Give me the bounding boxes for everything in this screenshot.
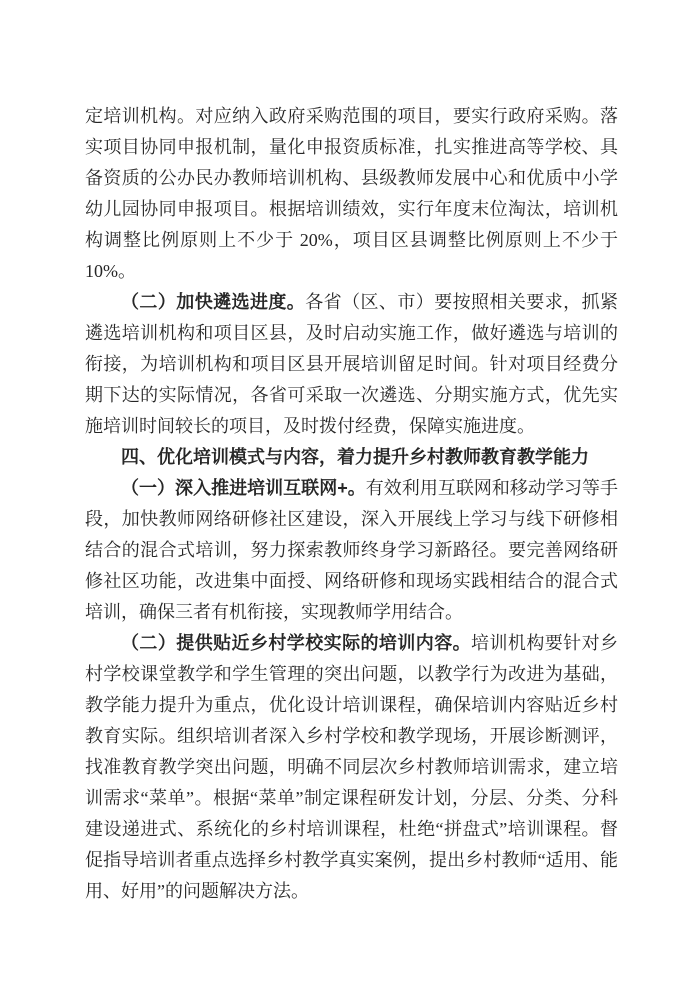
text-run: 各省（区、市）要按照相关要求，抓紧遴选培训机构和项目区县，及时启动实施工作，做好遴选与培训的衔接，为培训机构和项目区县开展培训留足时间。针对项目经费分期下达的实际情况，各省可采取一次遴选、分期实施方式，优先实施培训时间较长的项目，及时拨付经费，保障实施进度。 <box>85 292 619 436</box>
bold-lead-run: 四、优化培训模式与内容，着力提升乡村教师教育教学能力 <box>121 447 589 467</box>
bold-lead-run: （二）提供贴近乡村学校实际的培训内容。 <box>121 633 472 653</box>
section-heading <box>85 442 618 473</box>
text-run: 有效利用互联网和移动学习等手段，加快教师网络研修社区建设，深入开展线上学习与线下研修相结合的混合式培训，努力探索教师终身学习新路径。要完善网络研修社区功能，改进集中面授、网络研修和现场实践相结合的混合式培训，确保三者有机衔接，实现教师学用结合。 <box>85 478 618 622</box>
paragraph <box>85 628 618 907</box>
paragraph <box>85 101 618 287</box>
bold-lead-run: （二）加快遴选进度。 <box>121 292 306 312</box>
paragraph <box>85 287 618 442</box>
bold-lead-run: （一）深入推进培训互联网+。 <box>121 478 366 498</box>
text-run: 定培训机构。对应纳入政府采购范围的项目，要实行政府采购。落实项目协同申报机制，量化申报资质标准，扎实推进高等学校、具备资质的公办民办教师培训机构、县级教师发展中心和优质中小学幼儿园协同申报项目。根据培训绩效，实行年度末位淘汰，培训机构调整比例原则上不少于 20%，项目区县调整比例原则上不少于10%。 <box>85 106 618 281</box>
document-body <box>85 0 618 907</box>
paragraph <box>85 473 618 628</box>
text-run: 培训机构要针对乡村学校课堂教学和学生管理的突出问题，以教学行为改进为基础，教学能力提升为重点，优化设计培训课程，确保培训内容贴近乡村教育实际。组织培训者深入乡村学校和教学现场，开展诊断测评，找准教育教学突出问题，明确不同层次乡村教师培训需求，建立培训需求“菜单”。根据“菜单”制定课程研发计划，分层、分类、分科建设递进式、系统化的乡村培训课程，杜绝“拼盘式”培训课程。督促指导培训者重点选择乡村教学真实案例，提出乡村教师“适用、能用、好用”的问题解决方法。 <box>85 633 619 901</box>
